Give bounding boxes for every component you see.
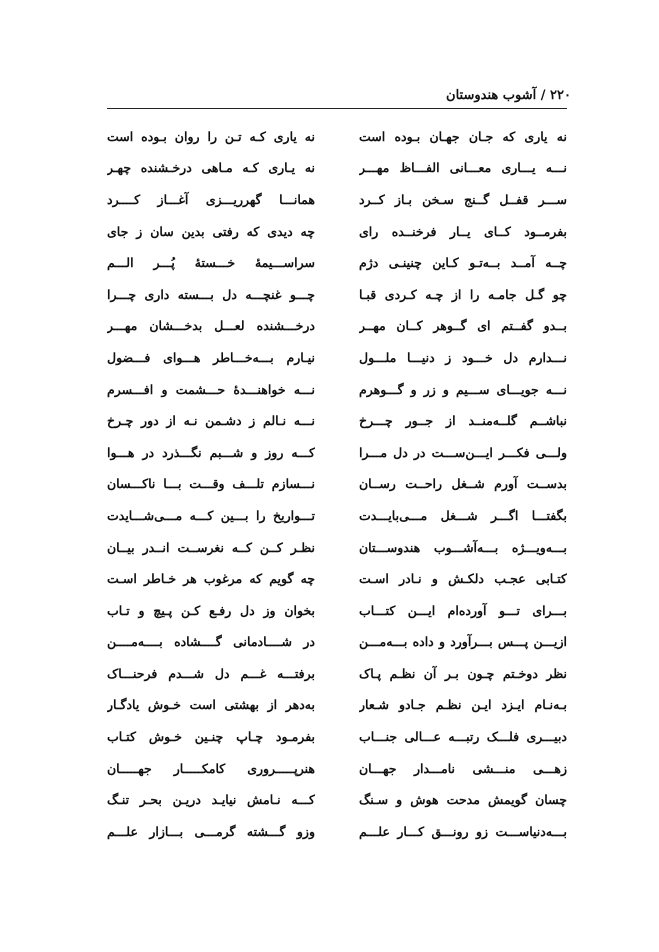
couplet-row bbox=[107, 405, 567, 437]
couplet-row bbox=[107, 311, 567, 343]
hemistich-right: بفرمــود کــای یــار فرخنــده رای bbox=[359, 223, 567, 239]
hemistich-left: در شــــادمانی گــــشاده بــــه‌مــــن bbox=[107, 634, 315, 650]
hemistich-right: نـــه یـــاری معـــانی الفـــاظ مهـــر bbox=[359, 160, 567, 176]
hemistich-right: نه یاری که جـان جهـان بـوده است bbox=[359, 128, 567, 144]
hemistich-right: بگفتـــا اگـــر شـــغل مـــی‌بایـــدت bbox=[359, 507, 567, 523]
couplet-row bbox=[107, 563, 567, 595]
couplet-row bbox=[107, 279, 567, 311]
hemistich-right: بدســت آورم شــغل راحــت رســان bbox=[359, 476, 567, 492]
hemistich-left: نـــسازم تلـــف وقـــت بـــا ناکـــسان bbox=[107, 476, 315, 492]
couplet-row bbox=[107, 374, 567, 406]
couplet-row bbox=[107, 627, 567, 659]
hemistich-left: بخوان وز دل رفـع کـن پـیچ و تـاب bbox=[107, 602, 315, 618]
hemistich-right: بـــه‌دنیاســـت زو رونـــق کـــار علـــم bbox=[359, 823, 567, 839]
couplet-row bbox=[107, 816, 567, 848]
hemistich-left: کـــه روز و شـــبم نگـــذرد در هـــوا bbox=[107, 444, 315, 460]
hemistich-right: بـه‌نـام ایـزد ایـن نظـم جـادو شـعار bbox=[359, 697, 567, 713]
header-rule bbox=[107, 108, 567, 109]
hemistich-right: نـــدارم دل خـــود ز دنیـــا ملـــول bbox=[359, 349, 567, 365]
hemistich-left: نه یاری کـه تـن را روان بـوده است bbox=[107, 128, 315, 144]
hemistich-left: بفرمـود چـاپ چنـین خـوش کتـاب bbox=[107, 729, 315, 745]
hemistich-left: هنرپـــــروری کامکـــــار جهـــــان bbox=[107, 760, 315, 776]
couplet-row bbox=[107, 753, 567, 785]
couplet-row bbox=[107, 595, 567, 627]
hemistich-right: چو گـل جامـه را از چـه کـردی قبـا bbox=[359, 286, 567, 302]
couplet-row bbox=[107, 437, 567, 469]
hemistich-right: دبیـــری فلـــک رتبـــه عـــالی جنـــاب bbox=[359, 729, 567, 745]
couplet-row bbox=[107, 216, 567, 248]
couplet-row bbox=[107, 500, 567, 532]
hemistich-left: وزو گـــشته گرمـــی بـــازار علـــم bbox=[107, 823, 315, 839]
couplet-row bbox=[107, 121, 567, 153]
hemistich-left: نه یـاری کـه مـاهی درخـشنده چهـر bbox=[107, 160, 315, 176]
hemistich-left: به‌دهر از بهشتی است خـوش یادگـار bbox=[107, 697, 315, 713]
couplet-row bbox=[107, 721, 567, 753]
hemistich-right: کتـابی عجـب دلکـش و نـادر اسـت bbox=[359, 571, 567, 587]
couplet-row bbox=[107, 658, 567, 690]
hemistich-right: زهـــی منـــشی نامـــدار جهـــان bbox=[359, 760, 567, 776]
running-header: ۲۲۰ / آشوب هندوستان bbox=[446, 88, 571, 103]
hemistich-left: نظـر کــن کــه نغرســت انــدر بیــان bbox=[107, 539, 315, 555]
hemistich-left: سراســـیمهٔ خـــستهٔ پُـــر الـــم bbox=[107, 255, 315, 271]
couplet-row bbox=[107, 153, 567, 185]
hemistich-right: بــدو گفــتم ای گــوهر کــان مهــر bbox=[359, 318, 567, 334]
hemistich-left: چـــو غنچـــه دل بـــسته داری چـــرا bbox=[107, 286, 315, 302]
hemistich-left: کـــه نـامش نیایـد دریـن بحـر تنـگ bbox=[107, 792, 315, 808]
hemistich-right: چسان گویمش مدحت هوش و سـنگ bbox=[359, 792, 567, 808]
hemistich-right: نظر دوخـتم چـون بـر آن نظـم پـاک bbox=[359, 665, 567, 681]
couplet-row bbox=[107, 342, 567, 374]
hemistich-left: نـــه نـالم ز دشـمن نـه از دور چـرخ bbox=[107, 413, 315, 429]
couplet-row bbox=[107, 184, 567, 216]
hemistich-right: چــه آمــد بــه‌تـو کـاین چنینـی دژم bbox=[359, 255, 567, 271]
hemistich-left: درخـــشنده لعـــل بدخـــشان مهـــر bbox=[107, 318, 315, 334]
hemistich-right: نباشــم گلــه‌منــد از جــور چـــرخ bbox=[359, 413, 567, 429]
hemistich-right: ولـــی فکـــر ایـــن‌ســـت در دل مـــرا bbox=[359, 444, 567, 460]
hemistich-right: ســـر قفــل گــنج سـخن بـاز کــرد bbox=[359, 191, 567, 207]
couplet-row bbox=[107, 247, 567, 279]
couplet-row bbox=[107, 532, 567, 564]
hemistich-left: تـــواریخ را بـــین کـــه مـــی‌شـــایدت bbox=[107, 507, 315, 523]
hemistich-left: برفتـــه غـــم دل شـــدم فرحنـــاک bbox=[107, 665, 315, 681]
hemistich-left: نـــه خواهنـــدهٔ حـــشمت و افـــسرم bbox=[107, 381, 315, 397]
couplet-row bbox=[107, 690, 567, 722]
hemistich-right: نـــه جویـــای ســـیم و زر و گـــوهرم bbox=[359, 381, 567, 397]
hemistich-left: چه گویم که مرغوب هر خـاطر اسـت bbox=[107, 571, 315, 587]
hemistich-left: همانـــا گهرریـــزی آغـــاز کــــرد bbox=[107, 191, 315, 207]
hemistich-right: ازیـــن پـــس بـــرآورد و داده بـــه‌مـــن bbox=[359, 634, 567, 650]
poem-body bbox=[107, 121, 567, 848]
couplet-row bbox=[107, 469, 567, 501]
couplet-row bbox=[107, 784, 567, 816]
hemistich-right: بـــرای تـــو آورده‌ام ایـــن کتـــاب bbox=[359, 602, 567, 618]
hemistich-right: بـــه‌ویـــژه بـــه‌آشـــوب هندوســـتان bbox=[359, 539, 567, 555]
hemistich-left: نیـارم بـــه‌خـــاطر هـــوای فـــضول bbox=[107, 349, 315, 365]
hemistich-left: چه دیدی که رفتی بدین سان ز جای bbox=[107, 223, 315, 239]
